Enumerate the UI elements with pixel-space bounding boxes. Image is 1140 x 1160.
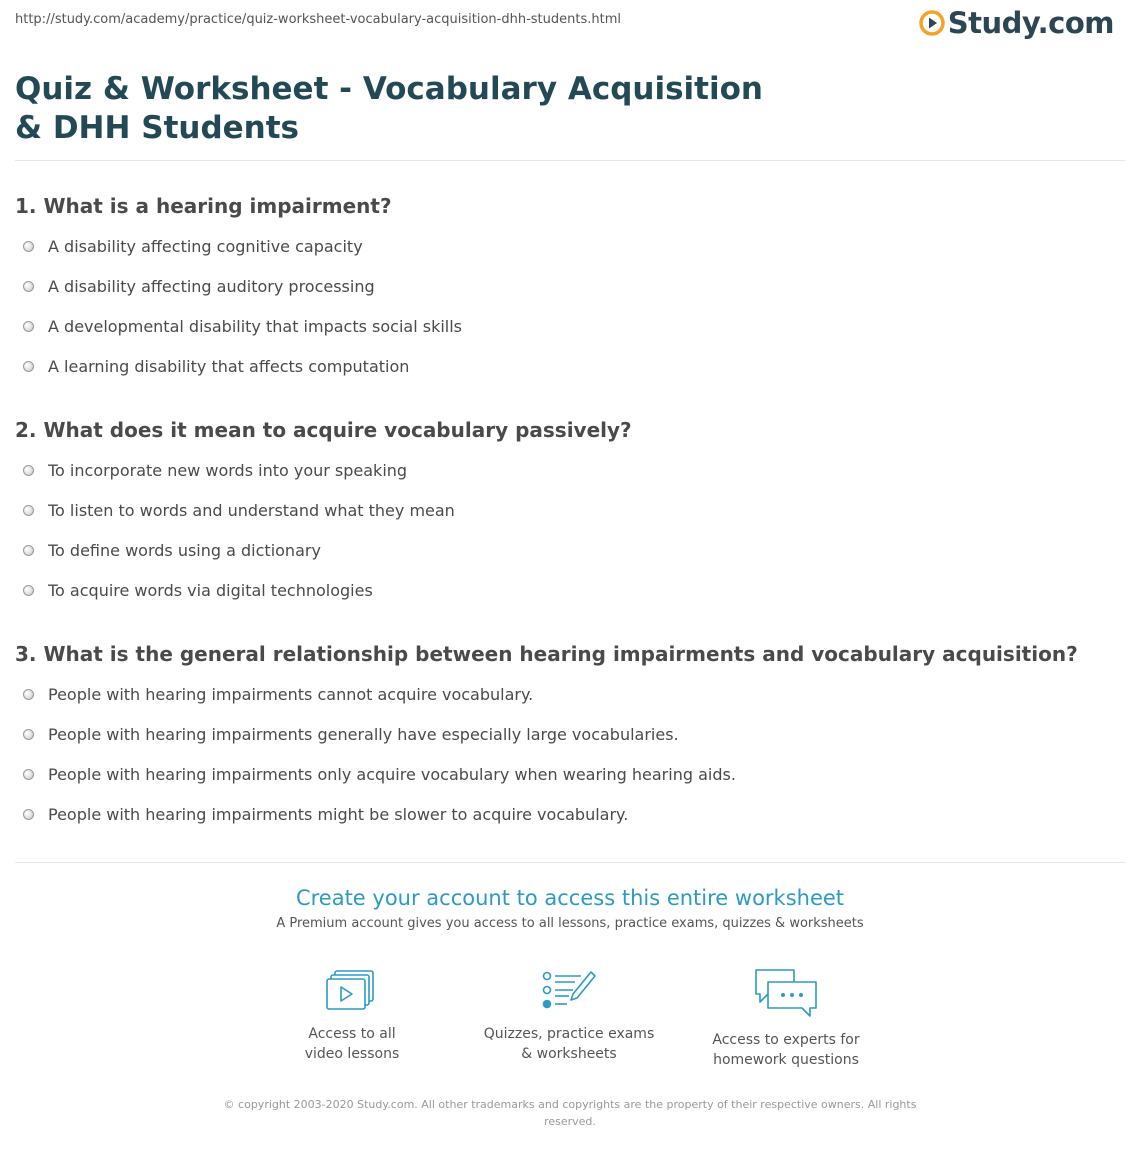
play-logo-icon	[919, 10, 945, 36]
cta-subtitle: A Premium account gives you access to all lessons, practice exams, quizzes & worksheets	[276, 916, 864, 931]
radio-button[interactable]	[23, 545, 34, 556]
radio-button[interactable]	[23, 769, 34, 780]
title-divider	[15, 160, 1125, 161]
video-lessons-icon	[326, 968, 378, 1014]
page-url: http://study.com/academy/practice/quiz-worksheet-vocabulary-acquisition-dhh-students.html	[15, 12, 621, 27]
chat-bubbles-icon	[754, 968, 818, 1020]
copyright-footer: © copyright 2003-2020 Study.com. All other trademarks and copyrights are the property of their respective owners. All rights reserved.	[223, 1098, 917, 1128]
answer-option[interactable]	[23, 277, 375, 296]
question-1: 1. What is a hearing impairment?	[15, 194, 392, 218]
answer-label: People with hearing impairments might be slower to acquire vocabulary.	[48, 805, 629, 824]
answer-label: To listen to words and understand what they mean	[48, 501, 455, 520]
radio-button[interactable]	[23, 281, 34, 292]
radio-button[interactable]	[23, 465, 34, 476]
answer-option[interactable]	[23, 357, 409, 376]
radio-button[interactable]	[23, 505, 34, 516]
answer-label: People with hearing impairments cannot acquire vocabulary.	[48, 685, 534, 704]
answer-option[interactable]	[23, 317, 462, 336]
answer-option[interactable]	[23, 805, 628, 824]
answer-option[interactable]	[23, 581, 373, 600]
radio-button[interactable]	[23, 689, 34, 700]
answer-label: A learning disability that affects computation	[48, 357, 410, 376]
feature-label-line2: homework questions	[713, 1052, 859, 1068]
answer-label: A developmental disability that impacts social skills	[48, 317, 463, 336]
cta-title-link[interactable]: Create your account to access this entire worksheet	[295, 886, 845, 910]
feature-label-line2: & worksheets	[521, 1046, 617, 1062]
feature-quizzes	[469, 968, 669, 1064]
radio-button[interactable]	[23, 241, 34, 252]
answer-option[interactable]	[23, 461, 407, 480]
page-title: Quiz & Worksheet - Vocabulary Acquisition & DHH Students	[15, 71, 763, 146]
answer-label: People with hearing impairments only acquire vocabulary when wearing hearing aids.	[48, 765, 736, 784]
answer-label: A disability affecting auditory processing	[48, 277, 375, 296]
feature-label-line1: Quizzes, practice exams	[483, 1026, 655, 1042]
question-3: 3. What is the general relationship between hearing impairments and vocabulary acquisition?	[15, 642, 1078, 666]
feature-video-lessons	[252, 968, 452, 1064]
answer-option[interactable]	[23, 541, 321, 560]
radio-button[interactable]	[23, 321, 34, 332]
question-2: 2. What does it mean to acquire vocabulary passively?	[15, 418, 632, 442]
study-logo[interactable]	[919, 6, 1114, 40]
feature-label-line1: Access to all	[308, 1026, 396, 1042]
answer-label: To define words using a dictionary	[48, 541, 321, 560]
radio-button[interactable]	[23, 809, 34, 820]
quiz-checklist-icon	[541, 968, 597, 1014]
answer-label: A disability affecting cognitive capacity	[48, 237, 363, 256]
cta-divider	[15, 862, 1125, 863]
answer-label: To acquire words via digital technologies	[48, 581, 373, 600]
answer-option[interactable]	[23, 765, 736, 784]
radio-button[interactable]	[23, 361, 34, 372]
answer-option[interactable]	[23, 501, 455, 520]
feature-label-line1: Access to experts for	[712, 1032, 860, 1048]
feature-label-line2: video lessons	[304, 1046, 400, 1062]
answer-option[interactable]	[23, 237, 363, 256]
radio-button[interactable]	[23, 585, 34, 596]
answer-option[interactable]	[23, 685, 533, 704]
answer-label: People with hearing impairments generally have especially large vocabularies.	[48, 725, 679, 744]
answer-label: To incorporate new words into your speaking	[48, 461, 408, 480]
logo-text: Study.com	[947, 6, 1114, 40]
answer-option[interactable]	[23, 725, 679, 744]
feature-experts	[686, 968, 886, 1070]
radio-button[interactable]	[23, 729, 34, 740]
